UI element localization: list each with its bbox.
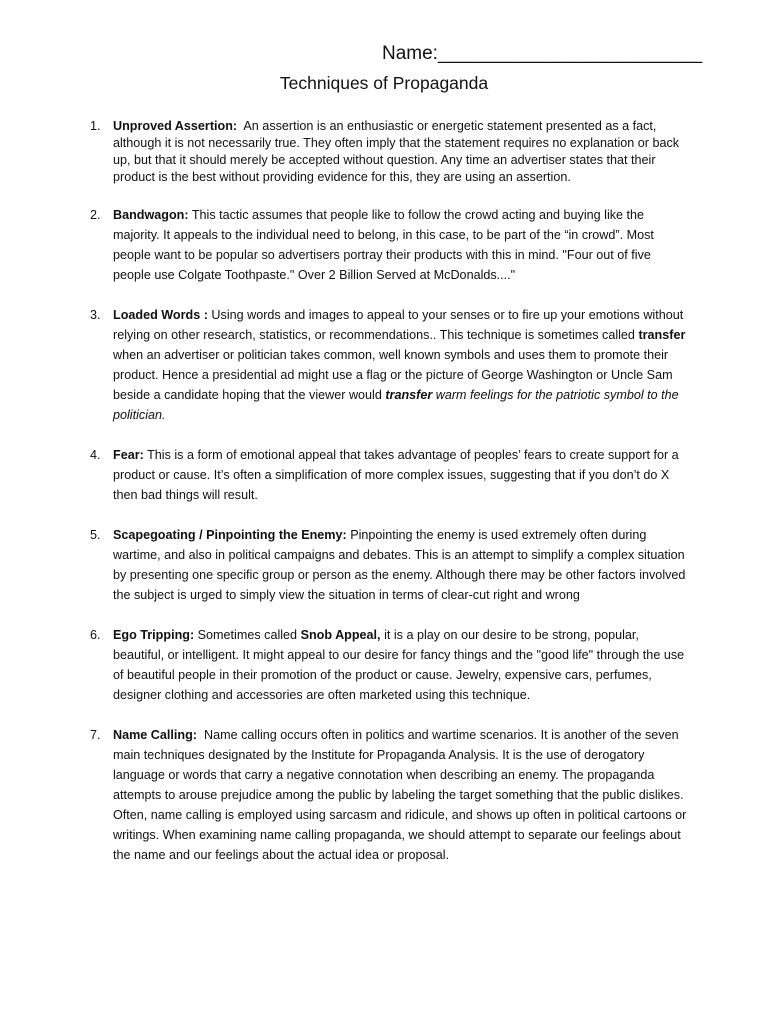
- technique-list: [90, 118, 690, 865]
- name-blank-line: _________________________: [437, 43, 703, 64]
- item-number: 7.: [90, 728, 101, 742]
- item-text: This tactic assumes that people like to follow the crowd acting and buying like the majority. It appeals to the individual need to belong, in this case, to be part of the “in crowd”. Most people want to be popular so advertisers portray their products with this in mind. "Four out of five people use Colgate Toothpaste." Over 2 Billion Served at McDonalds....": [113, 208, 654, 282]
- item-body: [113, 625, 690, 705]
- item-text: An assertion is an enthusiastic or energetic statement presented as a fact, although it is not necessarily true. They often imply that the statement requires no explanation or back up, but that it should merely be accepted without question. Any time an advertiser states that their product is the best without providing evidence for this, they are using an assertion.: [113, 119, 680, 184]
- item-term: Scapegoating / Pinpointing the Enemy:: [113, 528, 347, 542]
- list-item-loaded-words: [90, 305, 690, 425]
- item-term: Bandwagon:: [113, 208, 189, 222]
- item-bold-word: transfer: [638, 328, 686, 342]
- item-text: Sometimes called: [197, 628, 298, 642]
- item-term: Loaded Words :: [113, 308, 208, 322]
- item-term: Name Calling:: [113, 728, 197, 742]
- item-body: [113, 445, 690, 505]
- page-title-text: Techniques of Propaganda: [279, 73, 489, 93]
- item-number: 6.: [90, 628, 101, 642]
- list-item-ego-tripping: [90, 625, 690, 705]
- item-text-continued: it is a play on our desire to be strong, popular, beautiful, or intelligent. It might appeal to our desire for fancy things and the "good life" through the use of beautiful people in their promotion of the product or cause. Jewelry, expensive cars, perfumes, designer clothing and accessories are often marketed using this technique.: [113, 628, 685, 702]
- item-term: Ego Tripping:: [113, 628, 195, 642]
- item-body: [113, 725, 690, 865]
- item-term: Fear:: [113, 448, 144, 462]
- item-term: Unproved Assertion:: [113, 119, 238, 133]
- item-number: 5.: [90, 528, 101, 542]
- list-item-fear: [90, 445, 690, 505]
- item-bold-italic-word: transfer: [385, 388, 433, 402]
- item-body: [113, 305, 690, 425]
- item-number: 2.: [90, 208, 101, 222]
- item-text: Using words and images to appeal to your senses or to fire up your emotions without relying on other research, statistics, or recommendations.. This technique is sometimes called: [113, 308, 684, 342]
- list-item-unproved-assertion: [90, 118, 690, 186]
- item-bold-phrase: Snob Appeal,: [300, 628, 381, 642]
- page-title: [0, 71, 768, 95]
- item-number: 3.: [90, 308, 101, 322]
- item-text: Pinpointing the enemy is used extremely often during wartime, and also in political campaigns and debates. This is an attempt to simplify a complex situation by presenting one specific group or person as the enemy. Although there may be other factors involved the subject is urged to simply view the situation in terms of clear-cut right and wrong: [113, 528, 686, 602]
- list-item-name-calling: [90, 725, 690, 865]
- name-field: [382, 42, 702, 66]
- item-italic-text: warm feelings for the patriotic symbol to the politician.: [113, 388, 679, 422]
- item-number: 1.: [90, 119, 101, 133]
- item-text: This is a form of emotional appeal that takes advantage of peoples’ fears to create support for a product or cause. It’s often a simplification of more complex issues, suggesting that if you don’t do X then bad things will result.: [113, 448, 679, 502]
- item-body: [113, 118, 690, 186]
- list-item-scapegoating: [90, 525, 690, 605]
- item-body: [113, 525, 690, 605]
- item-body: [113, 205, 690, 285]
- item-text-continued: when an advertiser or politician takes common, well known symbols and uses them to promote their product. Hence a presidential ad might use a flag or the picture of George Washington or Uncle Sam beside a candidate hoping that the viewer would: [113, 348, 673, 402]
- item-number: 4.: [90, 448, 101, 462]
- name-label: Name:: [382, 43, 438, 64]
- item-text: Name calling occurs often in politics and wartime scenarios. It is another of the seven main techniques designated by the Institute for Propaganda Analysis. It is the use of derogatory language or words that carry a negative connotation when describing an enemy. The propaganda attempts to arouse prejudice among the public by labeling the target something that the public dislikes. Often, name calling is employed using sarcasm and ridicule, and shows up often in political cartoons or writings. When examining name calling propaganda, we should attempt to separate our feelings about the name and our feelings about the actual idea or proposal.: [113, 728, 687, 862]
- list-item-bandwagon: [90, 205, 690, 285]
